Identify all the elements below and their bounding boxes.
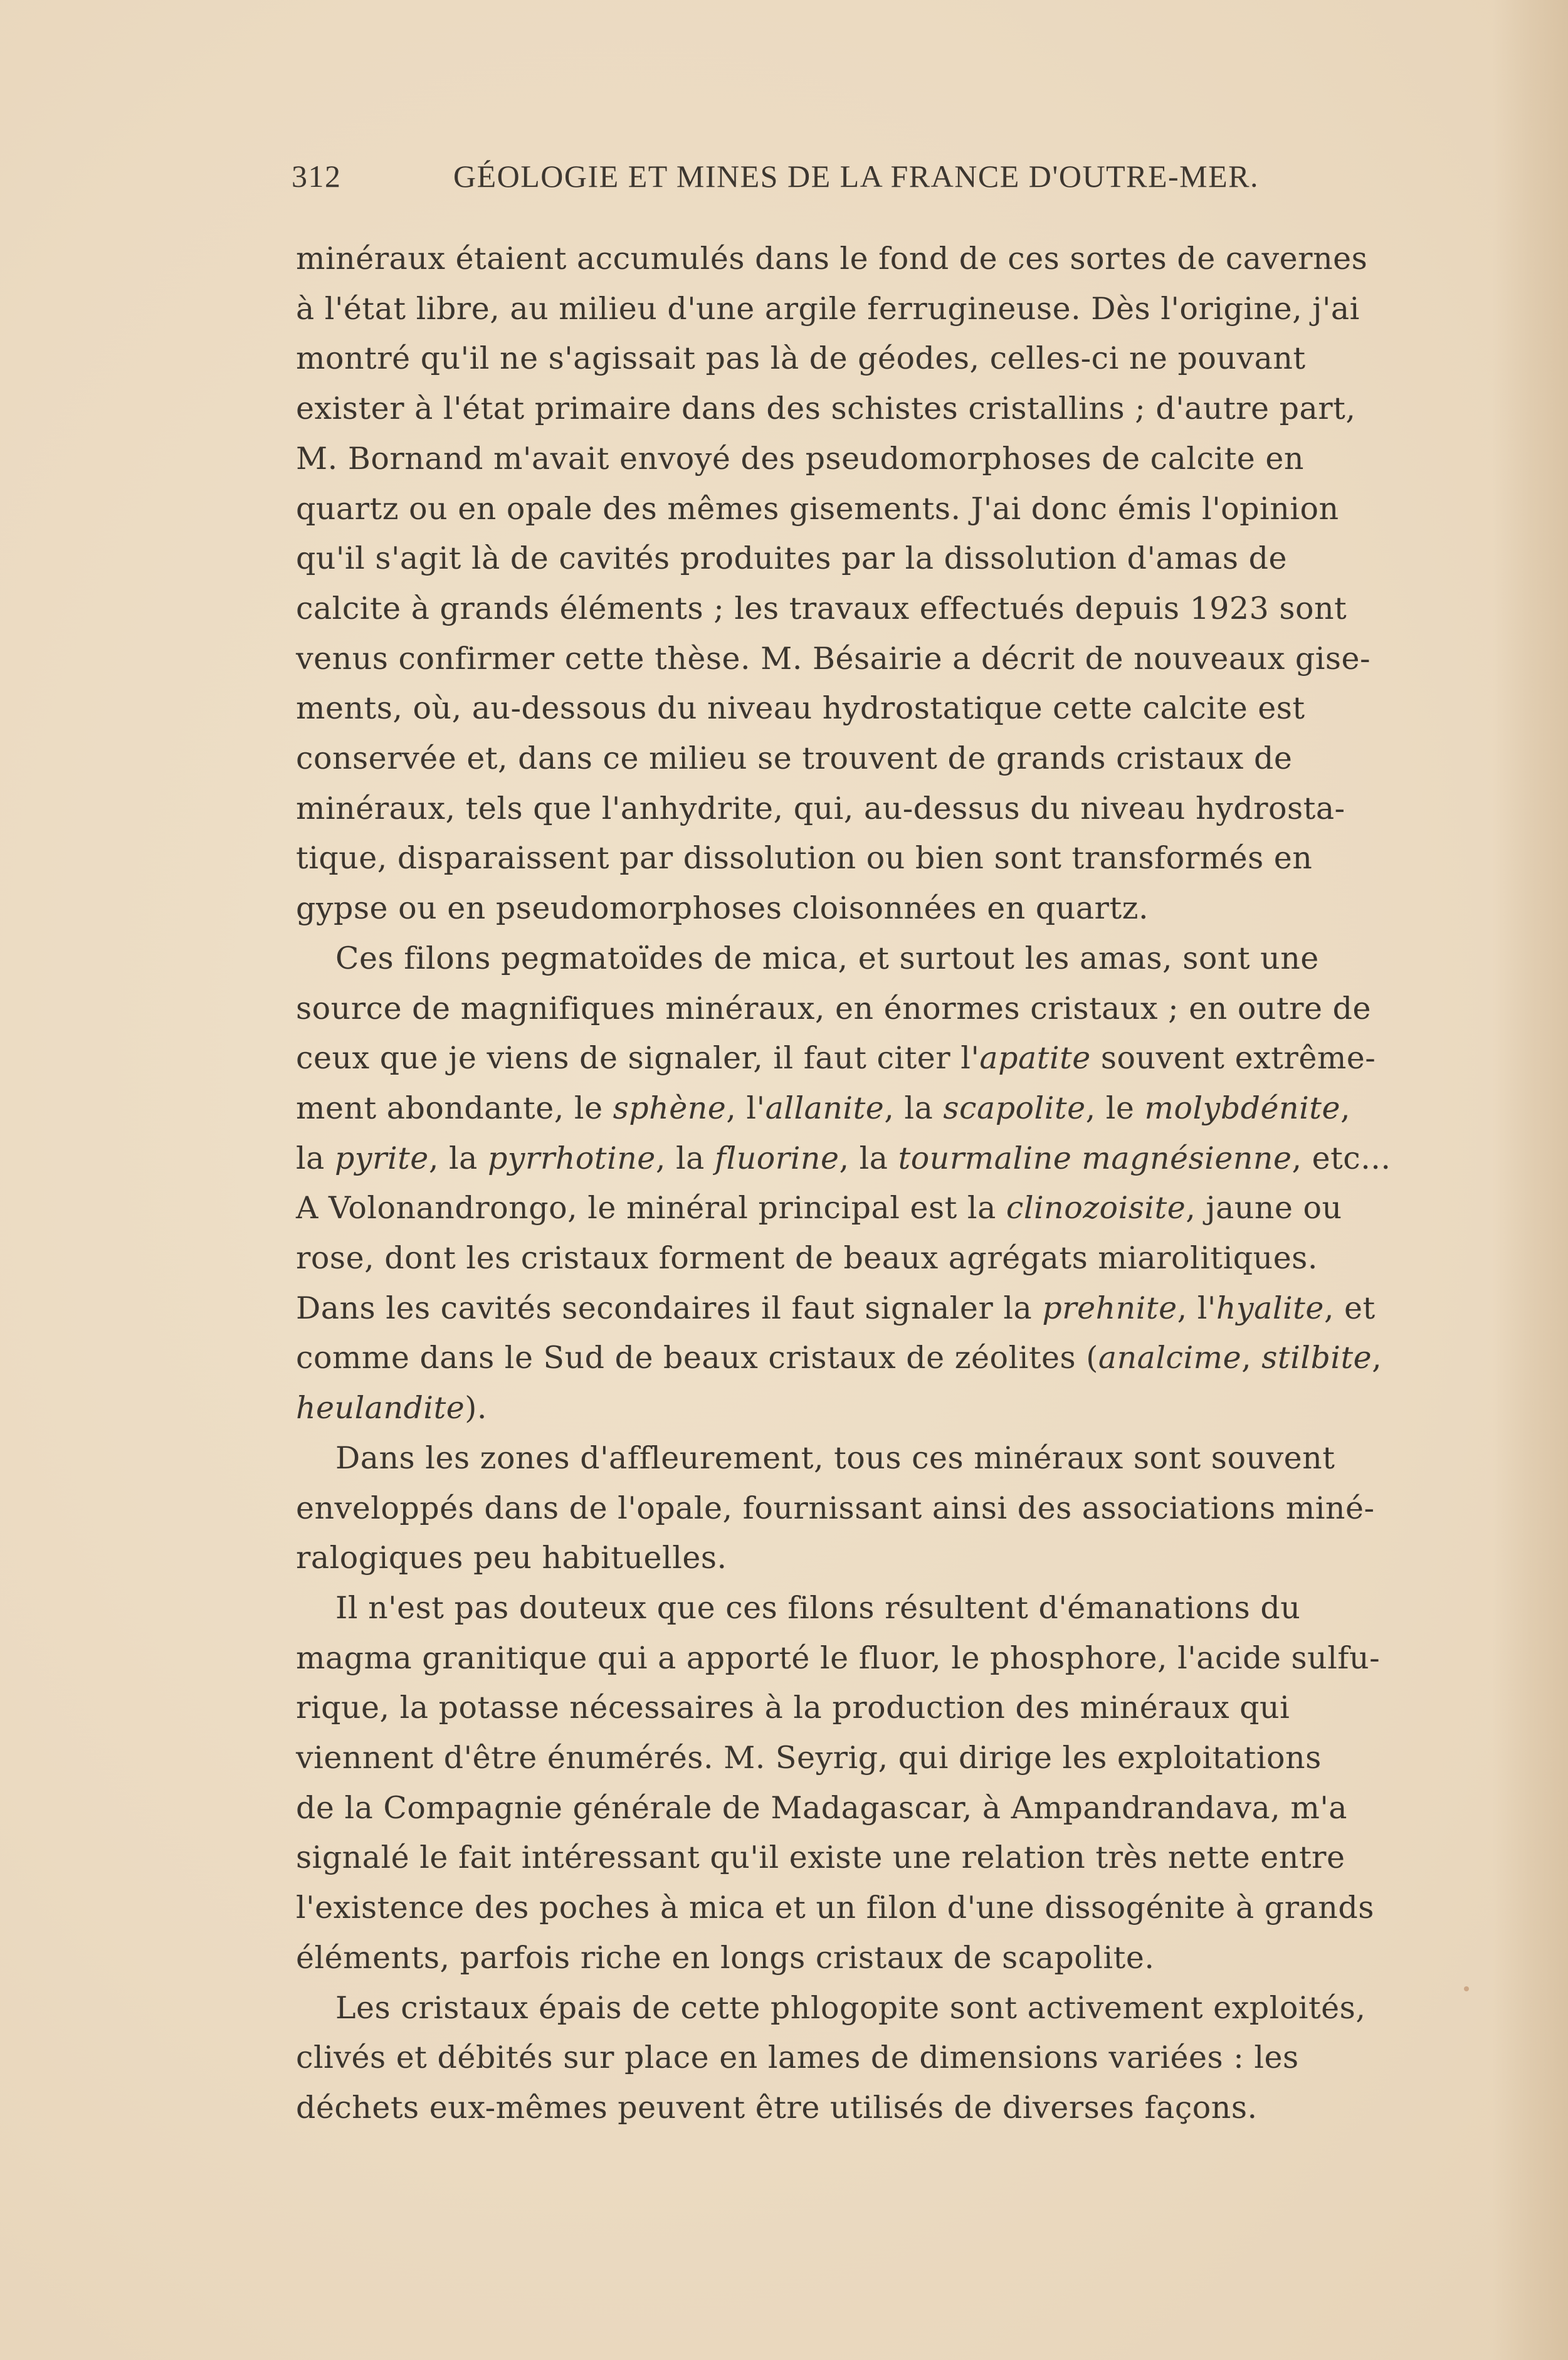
italic-term: apatite: [979, 1040, 1091, 1077]
text-run: , la: [655, 1140, 715, 1176]
text-run: magma granitique qui a apporté le fluor, le phosphore, l'acide sulfu-: [296, 1640, 1381, 1676]
text-run: viennent d'être énumérés. M. Seyrig, qui dirige les exploitations: [296, 1740, 1322, 1776]
text-run: conservée et, dans ce milieu se trouvent de grands cristaux de: [296, 740, 1293, 776]
text-run: enveloppés dans de l'opale, fournissant ainsi des associations miné-: [296, 1490, 1375, 1526]
italic-term: heulandite: [296, 1390, 465, 1426]
text-run: rose, dont les cristaux forment de beaux agrégats miarolitiques.: [296, 1240, 1318, 1276]
text-run: qu'il s'agit là de cavités produites par la dissolution d'amas de: [296, 540, 1287, 577]
text-line: [296, 1283, 1424, 1334]
text-line: [296, 634, 1424, 684]
text-line: [296, 2033, 1424, 2083]
italic-term: tourmaline magnésienne: [898, 1140, 1292, 1176]
text-run: l'existence des poches à mica et un filon d'une dissogénite à grands: [296, 1890, 1374, 1926]
page-number: 312: [292, 159, 342, 194]
text-run: ment abondante, le: [296, 1090, 613, 1126]
text-run: ,: [1241, 1340, 1262, 1376]
text-run: éléments, parfois riche en longs cristaux de scapolite.: [296, 1939, 1155, 1976]
text-line: [296, 1333, 1424, 1383]
text-line: [296, 833, 1424, 883]
italic-term: fluorine: [714, 1140, 839, 1176]
text-line: [296, 284, 1424, 334]
text-run: calcite à grands éléments ; les travaux effectués depuis 1923 sont: [296, 590, 1347, 626]
text-run: , l': [1177, 1290, 1216, 1326]
text-run: tique, disparaissent par dissolution ou bien sont transformés en: [296, 840, 1313, 877]
italic-term: pyrite: [334, 1140, 429, 1176]
text-run: comme dans le Sud de beaux cristaux de zéolites (: [296, 1340, 1098, 1376]
italic-term: scapolite: [943, 1090, 1086, 1126]
text-line: [296, 683, 1424, 734]
text-run: M. Bornand m'avait envoyé des pseudomorphoses de calcite en: [296, 440, 1304, 477]
text-run: quartz ou en opale des mêmes gisements. J'ai donc émis l'opinion: [296, 490, 1339, 527]
italic-term: molybdénite: [1144, 1090, 1340, 1126]
text-line: [296, 484, 1424, 534]
text-run: , la: [428, 1140, 488, 1176]
text-line: [296, 734, 1424, 784]
paper-blemish: [1464, 1986, 1469, 1991]
text-run: déchets eux-mêmes peuvent être utilisés de diverses façons.: [296, 2089, 1258, 2126]
text-line: [296, 1683, 1424, 1733]
text-run: , la: [884, 1090, 944, 1126]
text-run: , le: [1085, 1090, 1145, 1126]
italic-term: allanite: [765, 1090, 885, 1126]
text-line: [296, 2083, 1424, 2133]
text-line: [296, 1833, 1424, 1883]
text-line: [296, 1134, 1424, 1184]
text-line: [335, 1433, 1424, 1483]
text-run: ralogiques peu habituelles.: [296, 1540, 727, 1576]
text-run: minéraux, tels que l'anhydrite, qui, au-dessus du niveau hydrosta-: [296, 790, 1345, 826]
text-run: , la: [839, 1140, 898, 1176]
text-line: [296, 334, 1424, 384]
text-line: [296, 1383, 1424, 1433]
text-line: [296, 1733, 1424, 1783]
running-title: GÉOLOGIE ET MINES DE LA FRANCE D'OUTRE-MER.: [453, 159, 1260, 194]
italic-term: clinozoisite: [1006, 1190, 1186, 1226]
text-run: , l': [726, 1090, 766, 1126]
text-run: Dans les zones d'affleurement, tous ces minéraux sont souvent: [335, 1440, 1335, 1476]
text-line: [335, 1583, 1424, 1633]
text-run: Dans les cavités secondaires il faut signaler la: [296, 1290, 1043, 1326]
italic-term: stilbite: [1261, 1340, 1372, 1376]
italic-term: analcime: [1098, 1340, 1242, 1376]
text-run: source de magnifiques minéraux, en énormes cristaux ; en outre de: [296, 990, 1371, 1026]
text-run: ceux que je viens de signaler, il faut citer l': [296, 1040, 980, 1077]
text-line: [296, 534, 1424, 584]
text-line: [296, 1883, 1424, 1933]
text-line: [296, 784, 1424, 834]
text-run: à l'état libre, au milieu d'une argile ferrugineuse. Dès l'origine, j'ai: [296, 290, 1360, 327]
text-line: [296, 1083, 1424, 1134]
text-run: clivés et débités sur place en lames de dimensions variées : les: [296, 2040, 1299, 2076]
text-line: [296, 1483, 1424, 1534]
text-run: A Volonandrongo, le minéral principal est la: [296, 1190, 1006, 1226]
text-run: ).: [465, 1390, 487, 1426]
text-line: [296, 1233, 1424, 1283]
text-run: de la Compagnie générale de Madagascar, à Ampandrandava, m'a: [296, 1789, 1348, 1826]
text-run: venus confirmer cette thèse. M. Bésairie a décrit de nouveaux gise-: [296, 640, 1371, 677]
text-line: [296, 584, 1424, 634]
running-header: [292, 158, 1282, 198]
text-line: [296, 1783, 1424, 1833]
text-line: [296, 434, 1424, 484]
text-run: signalé le fait intéressant qu'il existe une relation très nette entre: [296, 1840, 1345, 1876]
text-line: [296, 1633, 1424, 1683]
italic-term: pyrrhotine: [487, 1140, 656, 1176]
text-run: minéraux étaient accumulés dans le fond de ces sortes de cavernes: [296, 241, 1368, 277]
text-run: la: [296, 1140, 335, 1176]
italic-term: prehnite: [1042, 1290, 1177, 1326]
text-run: Ces filons pegmatoïdes de mica, et surtout les amas, sont une: [335, 940, 1319, 976]
text-line: [296, 1033, 1424, 1083]
text-run: Il n'est pas douteux que ces filons résultent d'émanations du: [335, 1589, 1301, 1626]
text-line: [296, 1533, 1424, 1583]
text-run: ments, où, au-dessous du niveau hydrostatique cette calcite est: [296, 690, 1305, 727]
text-run: souvent extrême-: [1090, 1040, 1376, 1077]
text-line: [296, 1933, 1424, 1983]
text-line: [296, 1183, 1424, 1233]
text-line: [296, 984, 1424, 1034]
italic-term: hyalite: [1216, 1290, 1324, 1326]
text-line: [335, 1983, 1424, 2033]
text-run: ,: [1340, 1090, 1351, 1126]
text-line: [335, 934, 1424, 984]
text-run: , et: [1323, 1290, 1376, 1326]
text-line: [296, 234, 1424, 284]
text-run: , etc...: [1292, 1140, 1391, 1176]
text-run: , jaune ou: [1186, 1190, 1342, 1226]
text-line: [296, 883, 1424, 934]
text-run: montré qu'il ne s'agissait pas là de géodes, celles-ci ne pouvant: [296, 340, 1306, 377]
text-run: rique, la potasse nécessaires à la production des minéraux qui: [296, 1690, 1290, 1726]
italic-term: sphène: [613, 1090, 727, 1126]
text-run: gypse ou en pseudomorphoses cloisonnées en quartz.: [296, 890, 1149, 927]
text-run: Les cristaux épais de cette phlogopite sont activement exploités,: [335, 1989, 1366, 2026]
text-line: [296, 384, 1424, 434]
text-run: exister à l'état primaire dans des schistes cristallins ; d'autre part,: [296, 391, 1356, 427]
text-run: ,: [1372, 1340, 1382, 1376]
